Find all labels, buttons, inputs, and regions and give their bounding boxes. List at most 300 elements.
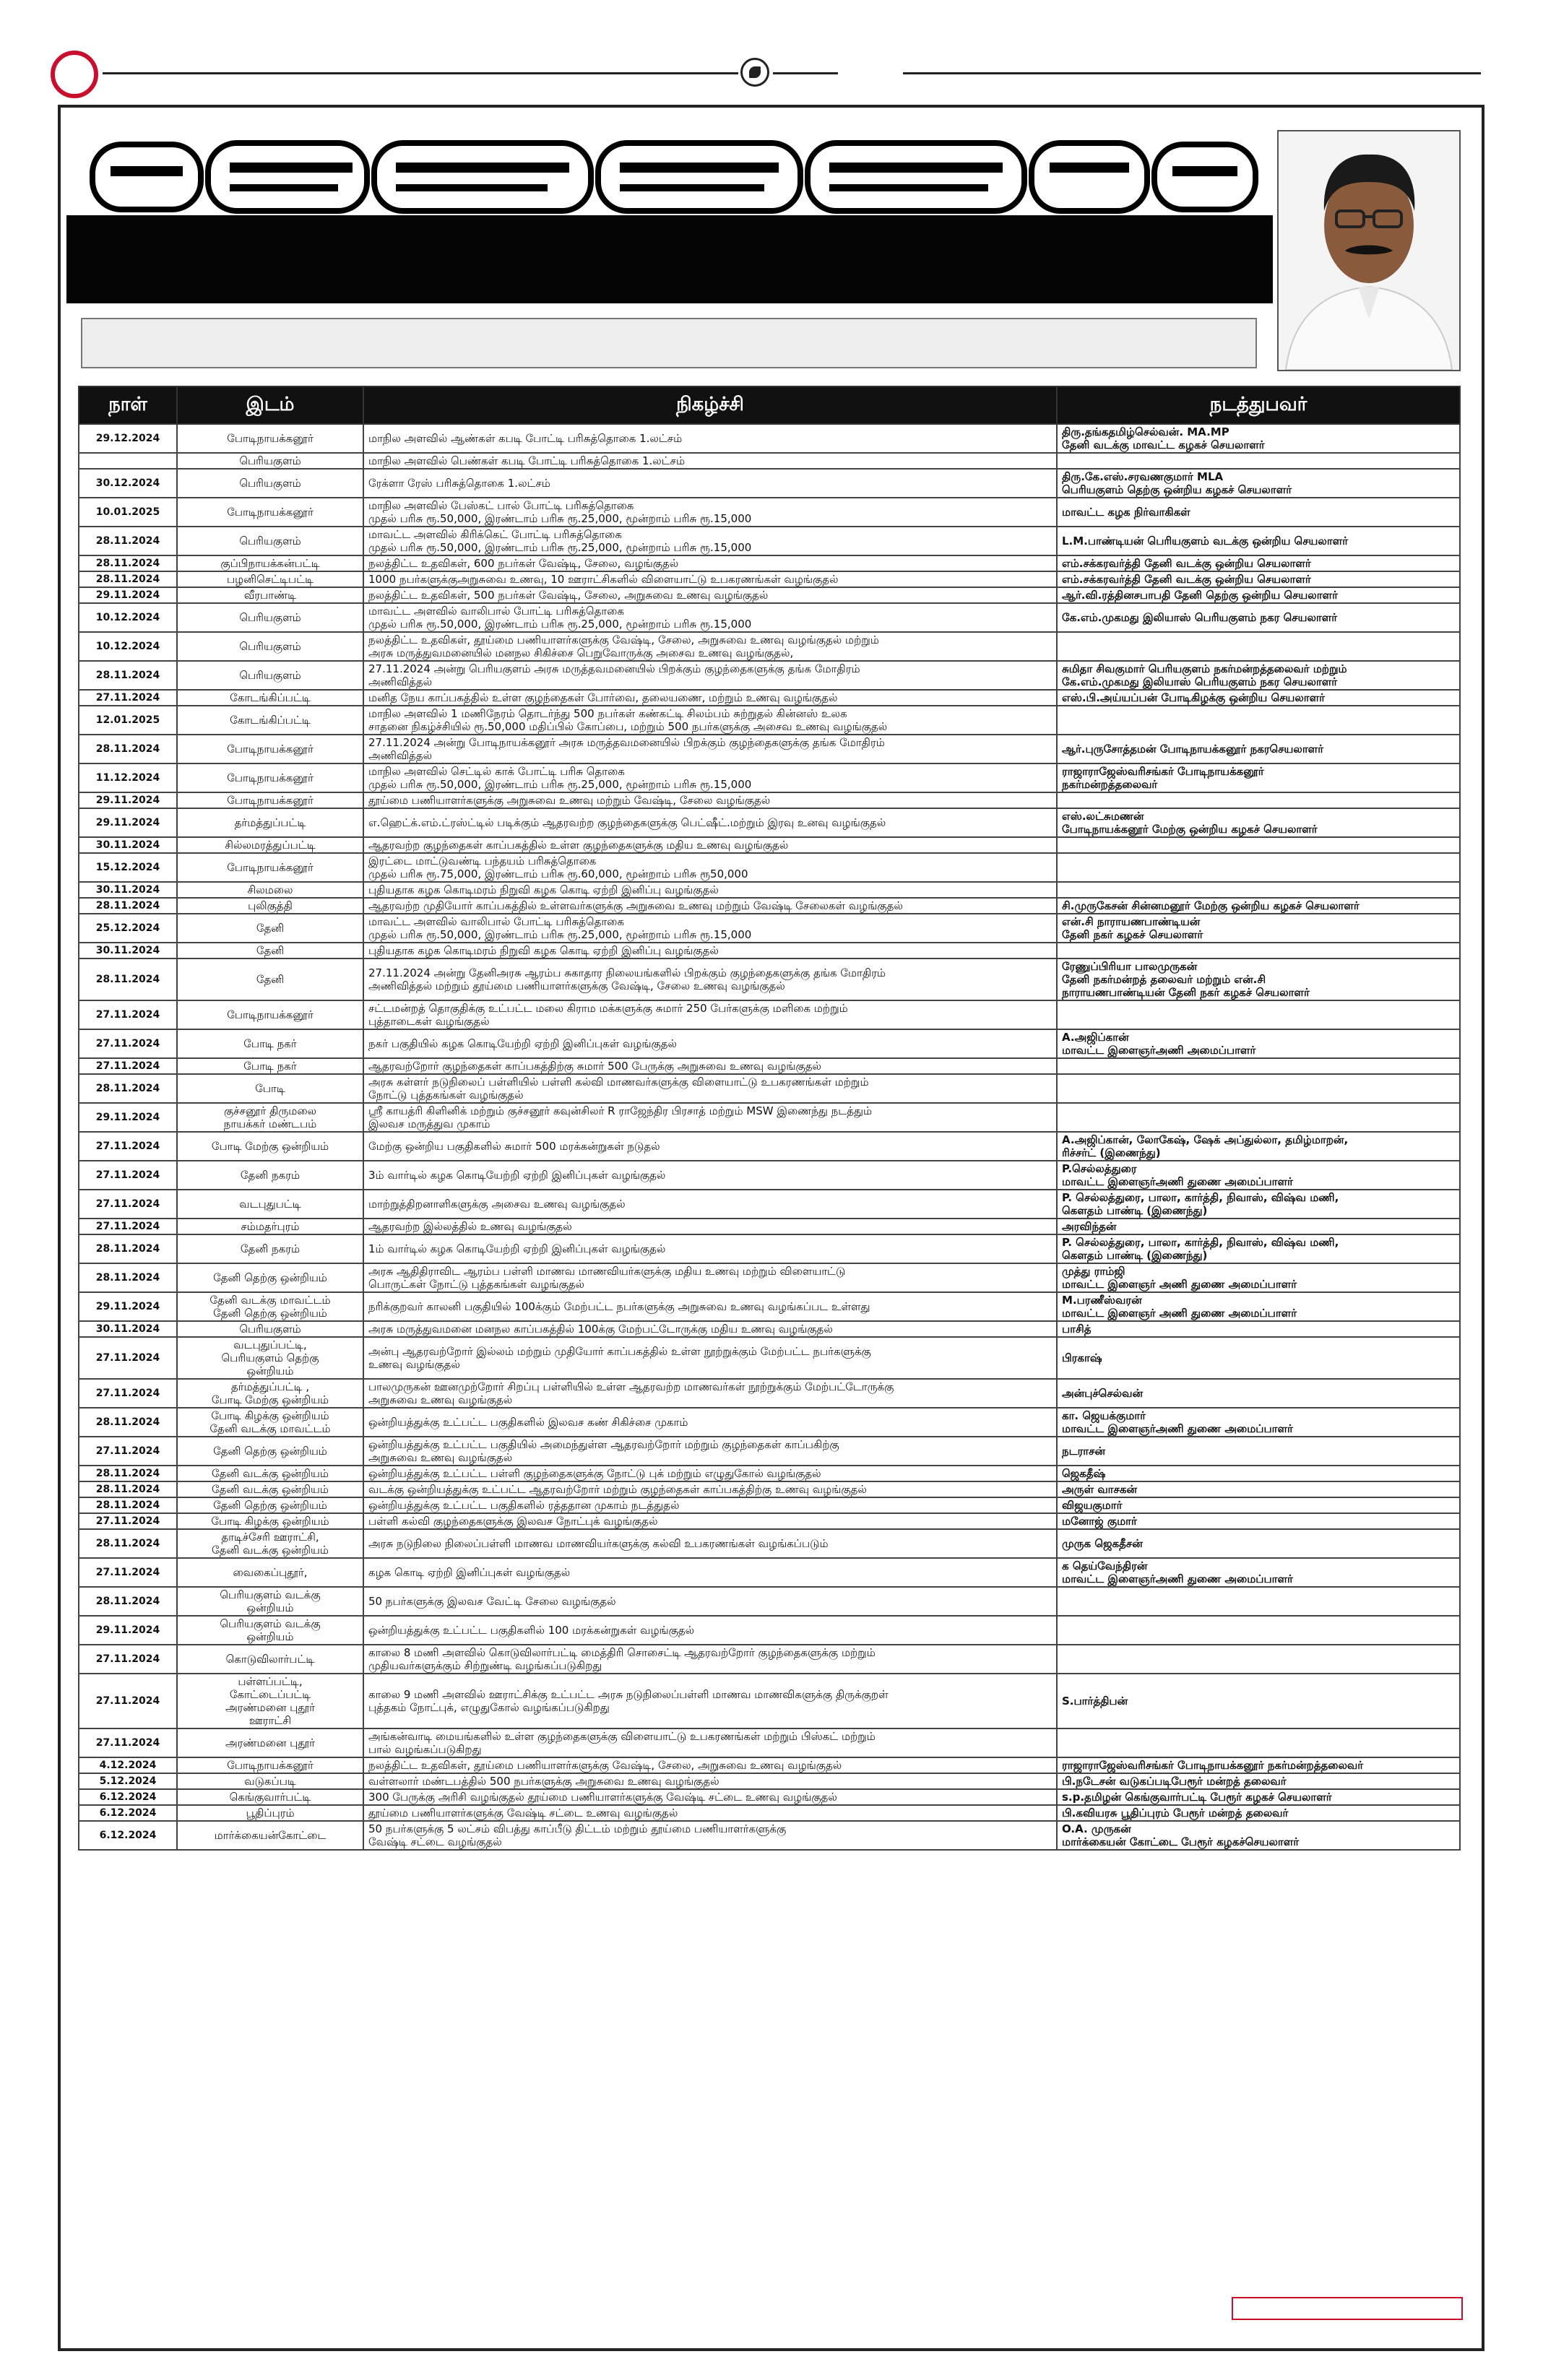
portrait-image: [1279, 131, 1459, 370]
row-date: 10.12.2024: [79, 632, 177, 661]
table-row: [79, 763, 1460, 792]
table-row: [79, 571, 1460, 587]
row-place: போடி மேற்கு ஒன்றியம்: [177, 1132, 363, 1161]
table-row: [79, 498, 1460, 527]
row-event: ஆதரவற்ற முதியோர் காப்பகத்தில் உள்ளவர்களுக்கு அறுசுவை உணவு மற்றும் வேஷ்டி சேலைகள் வழங்குதல்: [363, 898, 1057, 914]
row-event: கழக கொடி ஏற்றி இனிப்புகள் வழங்குதல்: [363, 1558, 1057, 1587]
row-event: நரிக்குறவர் காலனி பகுதியில் 100க்கும் மேற்பட்ட நபர்களுக்கு அறுசுவை உணவு வழங்கப்பட உள்ளது: [363, 1292, 1057, 1321]
row-date: 30.11.2024: [79, 882, 177, 898]
row-date: 28.11.2024: [79, 555, 177, 571]
page-number-box: [1232, 2297, 1463, 2320]
row-organizer: கே.எம்.முகமது இலியாஸ் பெரியகுளம் நகர செயலாளர்: [1057, 603, 1460, 632]
row-date: 27.11.2024: [79, 1029, 177, 1058]
table-row: [79, 1234, 1460, 1263]
table-row: [79, 959, 1460, 1000]
table-row: [79, 1321, 1460, 1337]
table-row: [79, 1773, 1460, 1789]
row-organizer: O.A. முருகன் மார்க்கையன் கோட்டை பேரூர் கழகச்செயலாளர்: [1057, 1821, 1460, 1850]
row-organizer: திரு.கே.எஸ்.சரவணகுமார் MLA பெரியகுளம் தெற்கு ஒன்றிய கழகச் செயலாளர்: [1057, 469, 1460, 498]
row-place: போடிநாயக்கனூர்: [177, 1757, 363, 1773]
row-event: மேற்கு ஒன்றிய பகுதிகளில் சுமார் 500 மரக்கன்றுகள் நடுதல்: [363, 1132, 1057, 1161]
row-place: பெரியகுளம்: [177, 527, 363, 555]
row-organizer: [1057, 453, 1460, 469]
table-row: [79, 1292, 1460, 1321]
row-event: மாவட்ட அளவில் கிரிக்கெட் போட்டி பரிசுத்தொகை முதல் பரிசு ரூ.50,000, இரண்டாம் பரிசு ரூ.25,000, மூன்றாம் பரிசு ரூ.15,000: [363, 527, 1057, 555]
row-place: வடபுதுபட்டி: [177, 1190, 363, 1219]
page-marker-circle: [51, 51, 98, 98]
table-row: [79, 1728, 1460, 1757]
row-place: பெரியகுளம்: [177, 661, 363, 690]
subtitle-box: [81, 318, 1257, 368]
table-row: [79, 1529, 1460, 1558]
row-place: தேனி நகரம்: [177, 1234, 363, 1263]
row-event: ஒன்றியத்துக்கு உட்பட்ட பகுதிகளில் ரத்ததான முகாம் நடத்துதல்: [363, 1497, 1057, 1513]
table-row: [79, 1029, 1460, 1058]
row-place: போடிநாயக்கனூர்: [177, 735, 363, 763]
row-place: பள்ளப்பட்டி, கோட்டைப்பட்டி அரண்மனை புதூர் ஊராட்சி: [177, 1674, 363, 1728]
row-place: கோடங்கிப்பட்டி: [177, 690, 363, 706]
table-row: [79, 898, 1460, 914]
table-row: [79, 1058, 1460, 1074]
table-row: [79, 661, 1460, 690]
table-row: [79, 1587, 1460, 1616]
row-event: ஒன்றியத்துக்கு உட்பட்ட பள்ளி குழந்தைகளுக்கு நோட்டு புக் மற்றும் எழுதுகோல் வழங்குதல்: [363, 1466, 1057, 1481]
row-place: தேனி தெற்கு ஒன்றியம்: [177, 1263, 363, 1292]
row-place: கெங்குவார்பட்டி: [177, 1789, 363, 1805]
row-event: பள்ளி கல்வி குழந்தைகளுக்கு இலவச நோட்புக் வழங்குதல்: [363, 1513, 1057, 1529]
row-place: பெரியகுளம்: [177, 453, 363, 469]
row-place: குச்சனூர் திருமலை நாயக்கர் மண்டபம்: [177, 1103, 363, 1132]
row-organizer: சுமிதா சிவகுமார் பெரியகுளம் நகர்மன்றத்தலைவர் மற்றும் கே.எம்.முகமது இலியாஸ் பெரியகுளம் நகர செயலாளர்: [1057, 661, 1460, 690]
row-event: நலத்திட்ட உதவிகள், 500 நபர்கள் வேஷ்டி, சேலை, அறுசுவை உணவு வழங்குதல்: [363, 587, 1057, 603]
row-date: 27.11.2024: [79, 1337, 177, 1379]
row-date: 28.11.2024: [79, 1408, 177, 1437]
row-organizer: [1057, 853, 1460, 882]
party-emblem-icon: [740, 58, 769, 87]
table-row: [79, 424, 1460, 453]
row-date: [79, 453, 177, 469]
row-date: 27.11.2024: [79, 1219, 177, 1234]
row-place: போடிநாயக்கனூர்: [177, 498, 363, 527]
row-event: ஸ்ரீ காயத்ரி கிளினிக் மற்றும் குச்சனூர் கவுன்சிலர் R ராஜேந்திர பிரசாத் மற்றும் MSW இணைந்து நடத்தும் இலவச மருத்துவ முகாம்: [363, 1103, 1057, 1132]
row-organizer: [1057, 1058, 1460, 1074]
header-date: நாள்: [79, 386, 177, 424]
row-organizer: கா. ஜெயக்குமார் மாவட்ட இளைஞர்அணி துணை அமைப்பாளர்: [1057, 1408, 1460, 1437]
row-place: தாடிச்சேரி ஊராட்சி, தேனி வடக்கு ஒன்றியம்: [177, 1529, 363, 1558]
row-organizer: [1057, 943, 1460, 959]
table-row: [79, 632, 1460, 661]
row-event: ஆதரவற்ற இல்லத்தில் உணவு வழங்குதல்: [363, 1219, 1057, 1234]
row-event: 3ம் வார்டில் கழக கொடியேற்றி ஏற்றி இனிப்புகள் வழங்குதல்: [363, 1161, 1057, 1190]
row-place: தேனி வடக்கு ஒன்றியம்: [177, 1481, 363, 1497]
row-event: அன்பு ஆதரவற்றோர் இல்லம் மற்றும் முதியோர் காப்பகத்தில் உள்ள நூற்றுக்கும் மேற்பட்ட நபர்களுக்கு உணவு வழங்குதல்: [363, 1337, 1057, 1379]
row-organizer: L.M.பாண்டியன் பெரியகுளம் வடக்கு ஒன்றிய செயலாளர்: [1057, 527, 1460, 555]
row-event: 27.11.2024 அன்று போடிநாயக்கனூர் அரசு மருத்தவமனையில் பிறக்கும் குழந்தைகளுக்கு தங்க மோதிரம் அணிவித்தல்: [363, 735, 1057, 763]
table-row: [79, 1337, 1460, 1379]
table-row: [79, 453, 1460, 469]
row-organizer: அருள் வாசகன்: [1057, 1481, 1460, 1497]
row-place: தேனி: [177, 943, 363, 959]
table-row: [79, 792, 1460, 808]
row-event: 1ம் வார்டில் கழக கொடியேற்றி ஏற்றி இனிப்புகள் வழங்குதல்: [363, 1234, 1057, 1263]
table-row: [79, 1513, 1460, 1529]
events-table: [78, 386, 1461, 1851]
row-place: குப்பிநாயக்கன்பட்டி: [177, 555, 363, 571]
table-row: [79, 1757, 1460, 1773]
row-event: இரட்டை மாட்டுவண்டி பந்தயம் பரிசுத்தொகை முதல் பரிசு ரூ.75,000, இரண்டாம் பரிசு ரூ.60,000, மூன்றாம் பரிசு ரூ50,000: [363, 853, 1057, 882]
row-date: 5.12.2024: [79, 1773, 177, 1789]
row-event: அரசு மருத்துவமனை மனநல காப்பகத்தில் 100க்கு மேற்பட்டோருக்கு மதிய உணவு வழங்குதல்: [363, 1321, 1057, 1337]
row-organizer: எம்.சக்கரவர்த்தி தேனி வடக்கு ஒன்றிய செயலாளர்: [1057, 555, 1460, 571]
row-organizer: [1057, 706, 1460, 735]
row-place: பெரியகுளம்: [177, 469, 363, 498]
row-date: 28.11.2024: [79, 898, 177, 914]
row-organizer: மனோஜ் குமார்: [1057, 1513, 1460, 1529]
row-organizer: P. செல்லத்துரை, பாலா, கார்த்தி, நிவாஸ், விஷ்வ மணி, கௌதம் பாண்டி (இணைந்து): [1057, 1234, 1460, 1263]
row-place: பெரியகுளம்: [177, 632, 363, 661]
row-organizer: ரேணுப்பிரியா பாலமுருகன் தேனி நகர்மன்றத் தலைவர் மற்றும் என்.சி நாராயணபாண்டியன் தேனி நகர் கழகச் செயலாளர்: [1057, 959, 1460, 1000]
row-place: வீரபாண்டி: [177, 587, 363, 603]
row-date: 28.11.2024: [79, 527, 177, 555]
row-organizer: எம்.சக்கரவர்த்தி தேனி வடக்கு ஒன்றிய செயலாளர்: [1057, 571, 1460, 587]
row-organizer: P. செல்லத்துரை, பாலா, கார்த்தி, நிவாஸ், விஷ்வ மணி, கௌதம் பாண்டி (இணைந்து): [1057, 1190, 1460, 1219]
row-organizer: பி.நடேசன் வடுகப்படிபேரூர் மன்றத் தலைவர்: [1057, 1773, 1460, 1789]
row-date: 27.11.2024: [79, 690, 177, 706]
table-row: [79, 1103, 1460, 1132]
table-row: [79, 527, 1460, 555]
leader-photo: [1277, 130, 1461, 371]
row-place: அரண்மனை புதூர்: [177, 1728, 363, 1757]
row-date: 27.11.2024: [79, 1437, 177, 1466]
row-place: போடிநாயக்கனூர்: [177, 424, 363, 453]
row-event: 300 பேருக்கு அரிசி வழங்குதல் தூய்மை பணியாளர்களுக்கு வேஷ்டி சட்டை உணவு வழங்குதல்: [363, 1789, 1057, 1805]
row-event: பாலமுருகன் ஊனமுற்றோர் சிறப்பு பள்ளியில் உள்ள ஆதரவற்ற மாணவர்கள் நூற்றுக்கும் மேற்பட்டோருக்கு அறுசுவை உணவு வழங்குதல்: [363, 1379, 1057, 1408]
row-date: 28.11.2024: [79, 571, 177, 587]
table-row: [79, 1190, 1460, 1219]
row-organizer: [1057, 1074, 1460, 1103]
row-date: 28.11.2024: [79, 1481, 177, 1497]
row-event: அரசு நடுநிலை நிலைப்பள்ளி மாணவ மாணவியர்களுக்கு கல்வி உபகரணங்கள் வழங்கப்படும்: [363, 1529, 1057, 1558]
row-event: மாநில அளவில் பேஸ்கட் பால் போட்டி பரிசுத்தொகை முதல் பரிசு ரூ.50,000, இரண்டாம் பரிசு ரூ.25,000, மூன்றாம் பரிசு ரூ.15,000: [363, 498, 1057, 527]
row-organizer: முருக ஜெகதீசன்: [1057, 1529, 1460, 1558]
table-row: [79, 1000, 1460, 1029]
row-date: 25.12.2024: [79, 914, 177, 943]
table-row: [79, 1497, 1460, 1513]
row-place: வடபுதுப்பட்டி, பெரியகுளம் தெற்கு ஒன்றியம்: [177, 1337, 363, 1379]
table-row: [79, 1219, 1460, 1234]
table-row: [79, 1481, 1460, 1497]
row-organizer: எஸ்.பி.அய்யப்பன் போடிகிழக்கு ஒன்றிய செயலாளர்: [1057, 690, 1460, 706]
row-event: நகர் பகுதியில் கழக கொடியேற்றி ஏற்றி இனிப்புகள் வழங்குதல்: [363, 1029, 1057, 1058]
table-row: [79, 1161, 1460, 1190]
row-event: சட்டமன்றத் தொகுதிக்கு உட்பட்ட மலை கிராம மக்களுக்கு சுமார் 250 பேர்களுக்கு மளிகை மற்றும் புத்தாடைகள் வழங்குதல்: [363, 1000, 1057, 1029]
table-row: [79, 1616, 1460, 1645]
table-row: [79, 1074, 1460, 1103]
row-date: 28.11.2024: [79, 661, 177, 690]
row-place: புலிகுத்தி: [177, 898, 363, 914]
row-place: பூதிப்புரம்: [177, 1805, 363, 1821]
row-organizer: P.செல்லத்துரை மாவட்ட இளைஞர்அணி துணை அமைப்பாளர்: [1057, 1161, 1460, 1190]
row-date: 30.11.2024: [79, 1321, 177, 1337]
row-organizer: ஆர்.வி.ரத்தினசபாபதி தேனி தெற்கு ஒன்றிய செயலாளர்: [1057, 587, 1460, 603]
row-place: பெரியகுளம் வடக்கு ஒன்றியம்: [177, 1587, 363, 1616]
table-row: [79, 853, 1460, 882]
row-place: பெரியகுளம்: [177, 603, 363, 632]
row-place: பெரியகுளம் வடக்கு ஒன்றியம்: [177, 1616, 363, 1645]
row-event: 50 நபர்களுக்கு 5 லட்சம் விபத்து காப்பீடு திட்டம் மற்றும் தூய்மை பணியாளர்களுக்கு வேஷ்டி சட்டை வழங்குதல்: [363, 1821, 1057, 1850]
table-row: [79, 1379, 1460, 1408]
row-event: மாநில அளவில் 1 மணிநேரம் தொடர்ந்து 500 நபர்கள் கண்கட்டி சிலம்பம் சுற்றுதல் கின்னஸ் உலக சாதனை நிகழ்ச்சியில் ரூ.50,000 மதிப்பில் கோப்பை, மற்றும் 500 நபர்களுக்கு அசைவ உணவு வழங்குதல்: [363, 706, 1057, 735]
row-place: தேனி தெற்கு ஒன்றியம்: [177, 1497, 363, 1513]
row-place: தேனி நகரம்: [177, 1161, 363, 1190]
row-place: கொடுவிலார்பட்டி: [177, 1645, 363, 1674]
table-row: [79, 808, 1460, 837]
row-date: 28.11.2024: [79, 1587, 177, 1616]
row-event: மனித நேய காப்பகத்தில் உள்ள குழந்தைகள் போர்வை, தலையணை, மற்றும் உணவு வழங்குதல்: [363, 690, 1057, 706]
row-organizer: ஜெகதீஷ்: [1057, 1466, 1460, 1481]
row-event: 50 நபர்களுக்கு இலவச வேட்டி சேலை வழங்குதல்: [363, 1587, 1057, 1616]
table-row: [79, 1437, 1460, 1466]
row-organizer: எஸ்.லட்சுமணன் போடிநாயக்கனூர் மேற்கு ஒன்றிய கழகச் செயலாளர்: [1057, 808, 1460, 837]
row-date: 4.12.2024: [79, 1757, 177, 1773]
table-header-row: [79, 386, 1460, 424]
row-place: போடிநாயக்கனூர்: [177, 792, 363, 808]
row-date: 28.11.2024: [79, 1497, 177, 1513]
row-date: 29.11.2024: [79, 792, 177, 808]
row-organizer: அன்புச்செல்வன்: [1057, 1379, 1460, 1408]
row-organizer: [1057, 1645, 1460, 1674]
row-event: மாநில அளவில் ஆண்கள் கபடி போட்டி பரிசுத்தொகை 1.லட்சம்: [363, 424, 1057, 453]
row-date: 27.11.2024: [79, 1674, 177, 1728]
row-event: மாற்றுத்திறனாளிகளுக்கு அசைவ உணவு வழங்குதல்: [363, 1190, 1057, 1219]
row-organizer: விஜயகுமார்: [1057, 1497, 1460, 1513]
row-date: 30.12.2024: [79, 469, 177, 498]
row-event: அரசு ஆதிதிராவிட ஆரம்ப பள்ளி மாணவ மாணவியர்களுக்கு மதிய உணவு மற்றும் விளையாட்டு பொருட்கள் நோட்டு புத்தகங்கள் வழங்குதல்: [363, 1263, 1057, 1292]
row-organizer: பாசித்: [1057, 1321, 1460, 1337]
table-row: [79, 1821, 1460, 1850]
row-event: ரேக்ளா ரேஸ் பரிசுத்தொகை 1.லட்சம்: [363, 469, 1057, 498]
row-date: 6.12.2024: [79, 1789, 177, 1805]
row-event: ஒன்றியத்துக்கு உட்பட்ட பகுதியில் அமைந்துள்ள ஆதரவற்றோர் மற்றும் குழந்தைகள் காப்பகிற்கு அறுசுவை உணவு வழங்குதல்: [363, 1437, 1057, 1466]
row-date: 27.11.2024: [79, 1558, 177, 1587]
row-date: 28.11.2024: [79, 1074, 177, 1103]
row-organizer: ஆர்.புருசோத்தமன் போடிநாயக்கனூர் நகரசெயலாளர்: [1057, 735, 1460, 763]
row-place: தேனி தெற்கு ஒன்றியம்: [177, 1437, 363, 1466]
row-organizer: ராஜாராஜேஸ்வரிசங்கர் போடிநாயக்கனூர் நகர்மன்றத்தலைவர்: [1057, 763, 1460, 792]
row-organizer: ராஜாராஜேஸ்வரிசங்கர் போடிநாயக்கனூர் நகர்மன்றத்தலைவர்: [1057, 1757, 1460, 1773]
row-event: மாவட்ட அளவில் வாலிபால் போட்டி பரிசுத்தொகை முதல் பரிசு ரூ.50,000, இரண்டாம் பரிசு ரூ.25,000, மூன்றாம் பரிசு ரூ.15,000: [363, 603, 1057, 632]
row-event: தூய்மை பணியாளர்களுக்கு அறுசுவை உணவு மற்றும் வேஷ்டி, சேலை வழங்குதல்: [363, 792, 1057, 808]
headline-art: [78, 123, 1263, 224]
row-place: சிலமலை: [177, 882, 363, 898]
row-organizer: அரவிந்தன்: [1057, 1219, 1460, 1234]
table-row: [79, 1263, 1460, 1292]
row-date: 28.11.2024: [79, 1234, 177, 1263]
header-event: நிகழ்ச்சி: [363, 386, 1057, 424]
table-row: [79, 603, 1460, 632]
row-date: 28.11.2024: [79, 959, 177, 1000]
row-place: சம்மதர்புரம்: [177, 1219, 363, 1234]
row-date: 27.11.2024: [79, 1058, 177, 1074]
row-date: 27.11.2024: [79, 1645, 177, 1674]
row-place: தேனி: [177, 959, 363, 1000]
row-date: 27.11.2024: [79, 1379, 177, 1408]
row-date: 6.12.2024: [79, 1821, 177, 1850]
row-organizer: [1057, 1587, 1460, 1616]
row-organizer: [1057, 1103, 1460, 1132]
row-organizer: சி.முருகேசன் சின்னமனூர் மேற்கு ஒன்றிய கழகச் செயலாளர்: [1057, 898, 1460, 914]
row-place: வடுகப்படி: [177, 1773, 363, 1789]
row-date: 27.11.2024: [79, 1000, 177, 1029]
row-organizer: A.அஜிப்கான் மாவட்ட இளைஞர்அணி அமைப்பாளர்: [1057, 1029, 1460, 1058]
row-date: 12.01.2025: [79, 706, 177, 735]
row-place: தர்மத்துப்பட்டி , போடி மேற்கு ஒன்றியம்: [177, 1379, 363, 1408]
row-event: ஆதரவற்ற குழந்தைகள் காப்பகத்தில் உள்ள குழந்தைகளுக்கு மதிய உணவு வழங்குதல்: [363, 837, 1057, 853]
row-date: 10.01.2025: [79, 498, 177, 527]
table-row: [79, 1805, 1460, 1821]
row-organizer: A.அஜிப்கான், லோகேஷ், ஷேக் அப்துல்லா, தமிழ்மாறன், ரிச்சர்ட் (இணைந்து): [1057, 1132, 1460, 1161]
row-date: 30.11.2024: [79, 943, 177, 959]
row-event: 1000 நபர்களுக்குஅறுசுவை உணவு, 10 ஊராட்சிகளில் விளையாட்டு உபகரணங்கள் வழங்குதல்: [363, 571, 1057, 587]
row-place: போடி நகர்: [177, 1058, 363, 1074]
row-organizer: [1057, 632, 1460, 661]
row-event: தூய்மை பணியாளர்களுக்கு வேஷ்டி சட்டை உணவு வழங்குதல்: [363, 1805, 1057, 1821]
row-organizer: முத்து ராம்ஜி மாவட்ட இளைஞர் அணி துணை அமைப்பாளர்: [1057, 1263, 1460, 1292]
table-row: [79, 690, 1460, 706]
table-row: [79, 882, 1460, 898]
row-place: தேனி வடக்கு மாவட்டம் தேனி தெற்கு ஒன்றியம்: [177, 1292, 363, 1321]
row-organizer: [1057, 1000, 1460, 1029]
row-event: மாவட்ட அளவில் வாலிபால் போட்டி பரிசுத்தொகை முதல் பரிசு ரூ.50,000, இரண்டாம் பரிசு ரூ.25,000, மூன்றாம் பரிசு ரூ.15,000: [363, 914, 1057, 943]
row-date: 6.12.2024: [79, 1805, 177, 1821]
row-event: காலை 9 மணி அளவில் ஊராட்சிக்கு உட்பட்ட அரசு நடுநிலைப்பள்ளி மாணவ மாணவிகளுக்கு திருக்குறள் புத்தகம் நோட்புக், எழுதுகோல் வழங்கப்படுகிறது: [363, 1674, 1057, 1728]
row-organizer: [1057, 1728, 1460, 1757]
table-row: [79, 1558, 1460, 1587]
header-place: இடம்: [177, 386, 363, 424]
table-row: [79, 1408, 1460, 1437]
row-date: 27.11.2024: [79, 1190, 177, 1219]
table-row: [79, 1466, 1460, 1481]
row-event: ஒன்றியத்துக்கு உட்பட்ட பகுதிகளில் 100 மரக்கன்றுகள் வழங்குதல்: [363, 1616, 1057, 1645]
row-organizer: M.பரணீஸ்வரன் மாவட்ட இளைஞர் அணி துணை அமைப்பாளர்: [1057, 1292, 1460, 1321]
row-place: மார்க்கையன்கோட்டை: [177, 1821, 363, 1850]
row-date: 15.12.2024: [79, 853, 177, 882]
table-row: [79, 735, 1460, 763]
row-event: மாநில அளவில் பெண்கள் கபடி போட்டி பரிசுத்தொகை 1.லட்சம்: [363, 453, 1057, 469]
row-event: காலை 8 மணி அளவில் கொடுவிலார்பட்டி மைத்திரி சொசைட்டி ஆதரவற்றோர் குழந்தைகளுக்கு மற்றும் முதியவர்களுக்கும் சிற்றுண்டி வழங்கப்படுகிறது: [363, 1645, 1057, 1674]
table-row: [79, 1674, 1460, 1728]
row-event: வள்ளலார் மண்டபத்தில் 500 நபர்களுக்கு அறுசுவை உணவு வழங்குதல்: [363, 1773, 1057, 1789]
table-row: [79, 914, 1460, 943]
row-place: வைகைப்புதூர்,: [177, 1558, 363, 1587]
row-organizer: மாவட்ட கழக நிர்வாகிகள்: [1057, 498, 1460, 527]
row-event: மாநில அளவில் செட்டில் காக் போட்டி பரிசு தொகை முதல் பரிசு ரூ.50,000, இரண்டாம் பரிசு ரூ.25,000, மூன்றாம் பரிசு ரூ.15,000: [363, 763, 1057, 792]
row-date: 27.11.2024: [79, 1728, 177, 1757]
row-event: ஆதரவற்றோர் குழந்தைகள் காப்பகத்திற்கு சுமார் 500 பேருக்கு அறுசுவை உணவு வழங்குதல்: [363, 1058, 1057, 1074]
row-place: போடி: [177, 1074, 363, 1103]
row-organizer: s.p.தமிழன் கெங்குவார்பட்டி பேரூர் கழகச் செயலாளர்: [1057, 1789, 1460, 1805]
table-row: [79, 1132, 1460, 1161]
row-date: 10.12.2024: [79, 603, 177, 632]
row-event: 27.11.2024 அன்று தேனிஅரசு ஆரம்ப சுகாதார நிலையங்களில் பிறக்கும் குழந்தைகளுக்கு தங்க மோதிரம் அணிவித்தல் மற்றும் தூய்மை பணியாளர்களுக்கு வேஷ்டி, சேலை உணவு வழங்குதல்: [363, 959, 1057, 1000]
row-organizer: பிரகாஷ்: [1057, 1337, 1460, 1379]
row-place: போடிநாயக்கனூர்: [177, 1000, 363, 1029]
row-event: அரசு கள்ளர் நடுநிலைப் பள்ளியில் பள்ளி கல்வி மாணவர்களுக்கு விளையாட்டு உபகரணங்கள் மற்றும் நோட்டு புத்தகங்கள் வழங்குதல்: [363, 1074, 1057, 1103]
table-row: [79, 469, 1460, 498]
row-place: போடி கிழக்கு ஒன்றியம்: [177, 1513, 363, 1529]
row-event: ஒன்றியத்துக்கு உட்பட்ட பகுதிகளில் இலவச கண் சிகிச்சை முகாம்: [363, 1408, 1057, 1437]
row-date: 28.11.2024: [79, 1263, 177, 1292]
header-organizer: நடத்துபவர்: [1057, 386, 1460, 424]
title-band: [66, 215, 1273, 303]
row-date: 29.11.2024: [79, 1103, 177, 1132]
table-row: [79, 1789, 1460, 1805]
row-place: போடிநாயக்கனூர்: [177, 853, 363, 882]
row-event: எ.ஹெட்க்.எம்.ட்ரஸ்ட்டில் படிக்கும் ஆதரவற்ற குழந்தைகளுக்கு பெட்ஷீட்.மற்றும் இரவு உனவு வழங்குதல்: [363, 808, 1057, 837]
table-row: [79, 837, 1460, 853]
row-place: பழனிசெட்டிபட்டி: [177, 571, 363, 587]
headline-banner: [78, 123, 1263, 224]
table-row: [79, 587, 1460, 603]
row-place: போடி நகர்: [177, 1029, 363, 1058]
row-organizer: நடராசன்: [1057, 1437, 1460, 1466]
row-date: 29.11.2024: [79, 808, 177, 837]
row-organizer: என்.சி நாராயணபாண்டியன் தேனி நகர் கழகச் செயலாளர்: [1057, 914, 1460, 943]
row-date: 29.11.2024: [79, 587, 177, 603]
row-place: போடி கிழக்கு ஒன்றியம் தேனி வடக்கு மாவட்டம்: [177, 1408, 363, 1437]
row-organizer: [1057, 792, 1460, 808]
row-organizer: [1057, 1616, 1460, 1645]
row-event: நலத்திட்ட உதவிகள், தூய்மை பணியாளர்களுக்கு வேஷ்டி, சேலை, அறுசுவை உணவு வழங்குதல் மற்றும் அரசு மருத்துவமனையில் மனநல சிகிச்சை பெறுவோருக்கு அசைவ உணவு வழங்குதல்,: [363, 632, 1057, 661]
row-event: அங்கன்வாடி மையங்களில் உள்ள குழந்தைகளுக்கு விளையாட்டு உபகரணங்கள் மற்றும் பிஸ்கட் மற்றும் பால் வழங்கப்படுகிறது: [363, 1728, 1057, 1757]
row-date: 28.11.2024: [79, 735, 177, 763]
row-organizer: [1057, 837, 1460, 853]
row-place: போடிநாயக்கனூர்: [177, 763, 363, 792]
row-place: தர்மத்துப்பட்டி: [177, 808, 363, 837]
row-date: 30.11.2024: [79, 837, 177, 853]
row-place: கோடங்கிப்பட்டி: [177, 706, 363, 735]
row-place: தேனி வடக்கு ஒன்றியம்: [177, 1466, 363, 1481]
row-event: நலத்திட்ட உதவிகள், தூய்மை பணியாளர்களுக்கு வேஷ்டி, சேலை, அறுசுவை உணவு வழங்குதல்: [363, 1757, 1057, 1773]
row-event: புதியதாக கழக கொடிமரம் நிறுவி கழக கொடி ஏற்றி இனிப்பு வழங்குதல்: [363, 943, 1057, 959]
row-date: 27.11.2024: [79, 1513, 177, 1529]
row-date: 28.11.2024: [79, 1529, 177, 1558]
row-date: 27.11.2024: [79, 1132, 177, 1161]
table-row: [79, 706, 1460, 735]
table-row: [79, 555, 1460, 571]
row-date: 27.11.2024: [79, 1161, 177, 1190]
row-date: 29.11.2024: [79, 1292, 177, 1321]
row-event: நலத்திட்ட உதவிகள், 600 நபர்கள் வேஷ்டி, சேலை, வழங்குதல்: [363, 555, 1057, 571]
row-organizer: பி.கவியரசு பூதிப்புரம் பேரூர் மன்றத் தலைவர்: [1057, 1805, 1460, 1821]
row-place: சில்லமரத்துப்பட்டி: [177, 837, 363, 853]
row-place: பெரியகுளம்: [177, 1321, 363, 1337]
row-date: 28.11.2024: [79, 1466, 177, 1481]
row-date: 29.11.2024: [79, 1616, 177, 1645]
row-event: வடக்கு ஒன்றியத்துக்கு உட்பட்ட ஆதரவற்றோர் மற்றும் குழந்தைகள் காப்பகத்திற்கு உணவு வழங்குதல்: [363, 1481, 1057, 1497]
row-place: தேனி: [177, 914, 363, 943]
row-event: 27.11.2024 அன்று பெரியகுளம் அரசு மருத்தவமனையில் பிறக்கும் குழந்தைகளுக்கு தங்க மோதிரம் அணிவித்தல்: [363, 661, 1057, 690]
row-organizer: க தெய்வேந்திரன் மாவட்ட இளைஞர்அணி துணை அமைப்பாளர்: [1057, 1558, 1460, 1587]
row-date: 29.12.2024: [79, 424, 177, 453]
row-organizer: திரு.தங்கதமிழ்செல்வன். MA.MP தேனி வடக்கு மாவட்ட கழகச் செயலாளர்: [1057, 424, 1460, 453]
table-row: [79, 1645, 1460, 1674]
row-event: புதியதாக கழக கொடிமரம் நிறுவி கழக கொடி ஏற்றி இனிப்பு வழங்குதல்: [363, 882, 1057, 898]
row-organizer: [1057, 882, 1460, 898]
row-date: 11.12.2024: [79, 763, 177, 792]
row-organizer: S.பார்த்திபன்: [1057, 1674, 1460, 1728]
masthead-rule: [51, 51, 1481, 79]
